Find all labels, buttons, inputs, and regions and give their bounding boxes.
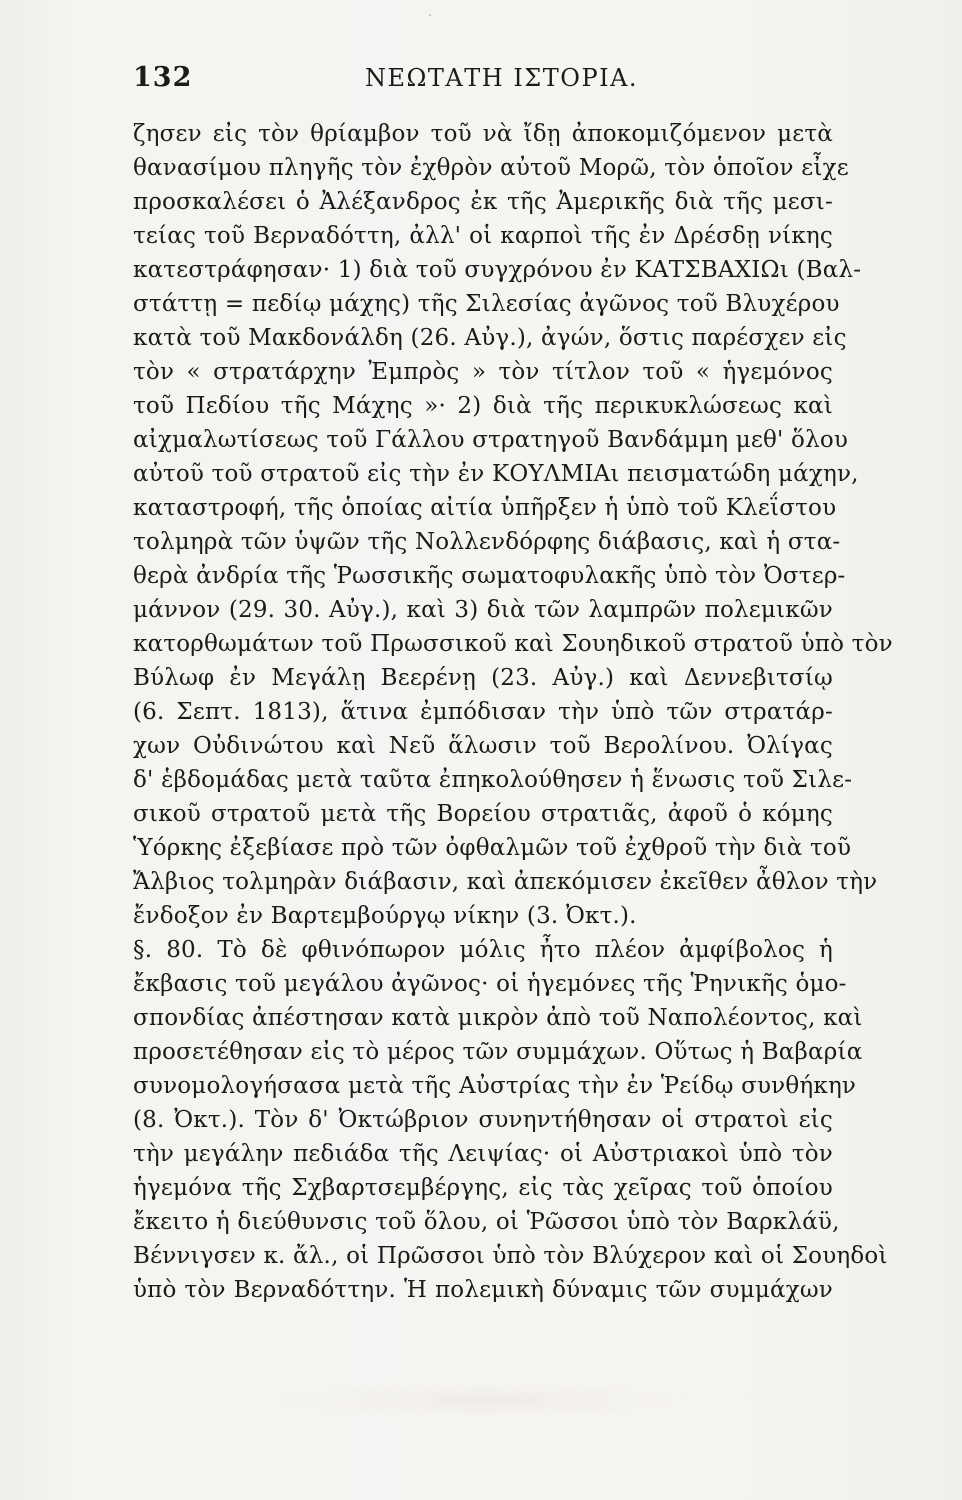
page-number: 132 — [133, 62, 193, 93]
text-line: συνομολογήσασα μετὰ τῆς Αὐστρίας τὴν ἐν Ῥείδῳ συνθήκην — [133, 1073, 857, 1099]
text-line: τοῦ Πεδίου τῆς Μάχης »· 2) διὰ τῆς περικυκλώσεως καὶ — [133, 393, 833, 419]
margin-mark: · — [428, 8, 433, 24]
section-80-start: §. 80. Τὸ δὲ φθινόπωρον μόλις ἦτο πλέον ἀμφίβολος ἡ — [133, 937, 833, 963]
text-line: σικοῦ στρατοῦ μετὰ τῆς Βορείου στρατιᾶς, ἀφοῦ ὁ κόμης — [133, 801, 833, 827]
text-line: αἰχμαλωτίσεως τοῦ Γάλλου στρατηγοῦ Βανδάμμη μεθ' ὅλου — [133, 427, 849, 453]
text-line: Βέννιγσεν κ. ἄλ., οἱ Πρῶσσοι ὑπὸ τὸν Βλύχερον καὶ οἱ Σουηδοὶ — [133, 1243, 888, 1269]
text-line: αὐτοῦ τοῦ στρατοῦ εἰς τὴν ἐν ΚΟΥΛΜΙΑι πεισματώδη μάχην, — [133, 461, 859, 487]
text-line: Ἄλβιος τολμηρὰν διάβασιν, καὶ ἀπεκόμισεν ἐκεῖθεν ἆθλον τὴν — [133, 869, 878, 895]
text-line: προσετέθησαν εἰς τὸ μέρος τῶν συμμάχων. Οὕτως ἡ Βαβαρία — [133, 1039, 863, 1065]
text-line: Βύλωφ ἐν Μεγάλῃ Βεερένῃ (23. Αὐγ.) καὶ Δεννεβιτσίῳ — [133, 665, 833, 691]
text-line: στάττῃ = πεδίῳ μάχης) τῆς Σιλεσίας ἀγῶνος τοῦ Βλυχέρου — [133, 291, 840, 317]
text-line: προσκαλέσει ὁ Ἀλέξανδρος ἐκ τῆς Ἀμερικῆς διὰ τῆς μεσι- — [133, 189, 833, 215]
text-line: ἡγεμόνα τῆς Σχβαρτσεμβέργης, εἰς τὰς χεῖρας τοῦ ὁποίου — [133, 1175, 833, 1201]
running-title: ΝΕΩΤΑΤΗ ΙΣΤΟΡΙΑ. — [365, 64, 639, 92]
text-line: (6. Σεπτ. 1813), ἅτινα ἐμπόδισαν τὴν ὑπὸ τῶν στρατάρ- — [133, 699, 833, 725]
text-line: θερὰ ἀνδρία τῆς Ῥωσσικῆς σωματοφυλακῆς ὑπὸ τὸν Ὀστερ- — [133, 563, 846, 589]
paper-stain — [250, 1380, 730, 1420]
text-line: χων Οὐδινώτου καὶ Νεῦ ἅλωσιν τοῦ Βερολίνου. Ὀλίγας — [133, 733, 833, 759]
text-line: Ὑόρκης ἐξεβίασε πρὸ τῶν ὀφθαλμῶν τοῦ ἐχθροῦ τὴν διὰ τοῦ — [133, 835, 852, 861]
text-line: τὴν μεγάλην πεδιάδα τῆς Λειψίας· οἱ Αὐστριακοὶ ὑπὸ τὸν — [133, 1141, 833, 1167]
text-line: κατεστράφησαν· 1) διὰ τοῦ συγχρόνου ἐν ΚΑΤΣΒΑΧΙΩι (Βαλ- — [133, 257, 862, 283]
text-line: ἔκβασις τοῦ μεγάλου ἀγῶνος· οἱ ἡγεμόνες τῆς Ῥηνικῆς ὁμο- — [133, 971, 847, 997]
text-line: τὸν « στρατάρχην Ἐμπρὸς » τὸν τίτλον τοῦ « ἡγεμόνος — [133, 359, 833, 385]
text-line: μάννον (29. 30. Αὐγ.), καὶ 3) διὰ τῶν λαμπρῶν πολεμικῶν — [133, 597, 833, 623]
text-line: τολμηρὰ τῶν ὑψῶν τῆς Νολλενδόρφης διάβασις, καὶ ἡ στα- — [133, 529, 841, 555]
text-line: ζησεν εἰς τὸν θρίαμβον τοῦ νὰ ἴδῃ ἀποκομιζόμενον μετὰ — [133, 121, 833, 147]
text-line: τείας τοῦ Βερναδόττη, ἀλλ' οἱ καρποὶ τῆς ἐν Δρέσδῃ νίκης — [133, 223, 833, 249]
text-line: κατορθωμάτων τοῦ Πρωσσικοῦ καὶ Σουηδικοῦ στρατοῦ ὑπὸ τὸν — [133, 631, 893, 657]
body-text — [133, 117, 893, 1307]
page-header — [133, 62, 833, 102]
text-line: ὑπὸ τὸν Βερναδόττην. Ἡ πολεμικὴ δύναμις τῶν συμμάχων — [133, 1277, 833, 1303]
text-line: (8. Ὀκτ.). Τὸν δ' Ὀκτώβριον συνηντήθησαν οἱ στρατοὶ εἰς — [133, 1107, 833, 1133]
text-line: ἔκειτο ἡ διεύθυνσις τοῦ ὅλου, οἱ Ῥῶσσοι ὑπὸ τὸν Βαρκλάϋ, — [133, 1209, 840, 1235]
text-line: σπονδίας ἀπέστησαν κατὰ μικρὸν ἀπὸ τοῦ Ναπολέοντος, καὶ — [133, 1005, 863, 1031]
text-line: κατὰ τοῦ Μακδονάλδη (26. Αὐγ.), ἀγών, ὅστις παρέσχεν εἰς — [133, 325, 847, 351]
text-line: καταστροφή, τῆς ὁποίας αἰτία ὑπῆρξεν ἡ ὑπὸ τοῦ Κλεΐστου — [133, 495, 837, 521]
paragraph-end-line: ἔνδοξον ἐν Βαρτεμβούργῳ νίκην (3. Ὀκτ.). — [133, 903, 637, 929]
text-line: θανασίμου πληγῆς τὸν ἐχθρὸν αὐτοῦ Μορῶ, τὸν ὁποῖον εἶχε — [133, 155, 849, 181]
text-line: δ' ἑβδομάδας μετὰ ταῦτα ἐπηκολούθησεν ἡ ἕνωσις τοῦ Σιλε- — [133, 767, 853, 793]
